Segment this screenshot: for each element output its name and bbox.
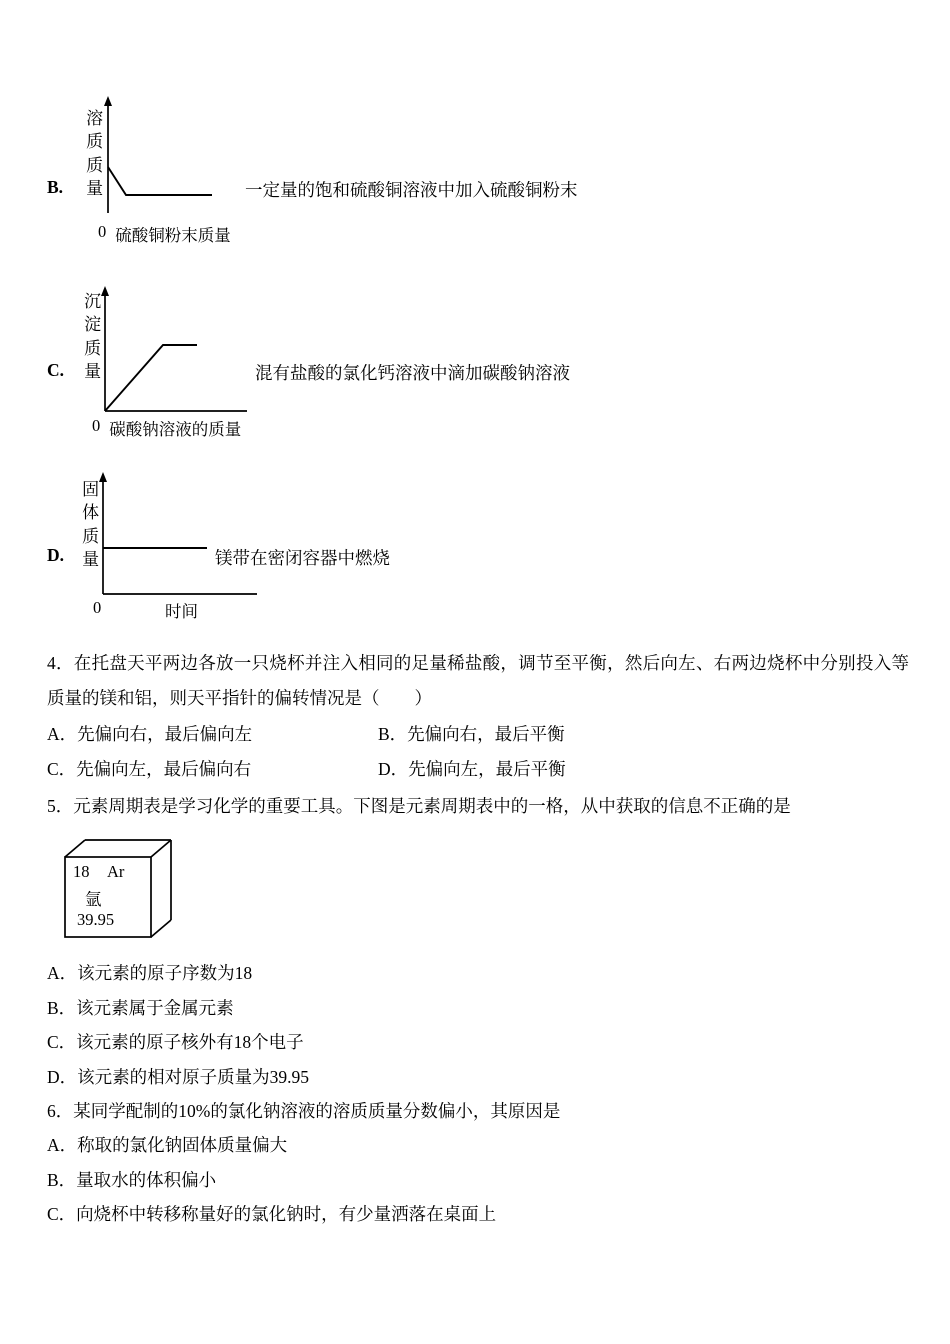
option-c-letter: C. — [47, 360, 65, 380]
option-d-caption: 镁带在密闭容器中燃烧 — [215, 548, 390, 568]
option-d-letter: D. — [47, 545, 65, 565]
option-c-chart — [97, 283, 257, 418]
option-c-x-axis-row — [92, 416, 241, 440]
element-atomic-mass: 39.95 — [77, 910, 115, 929]
question-4-stem: 4．在托盘天平两边各放一只烧杯并注入相同的足量稀盐酸，调节至平衡，然后向左、右两边烧杯中分别投入等质量的镁和铝，则天平指针的偏转情况是（ ） — [47, 653, 909, 708]
question-4-option-a: A．先偏向右，最后偏向左 — [47, 724, 253, 744]
question-5-option-c: C．该元素的原子核外有18个电子 — [47, 1032, 304, 1053]
question-5-stem: 5．元素周期表是学习化学的重要工具。下图是元素周期表中的一格，从中获取的信息不正确的是 — [47, 796, 791, 816]
question-5-option-a: A．该元素的原子序数为18 — [47, 963, 253, 983]
option-d-graph-block — [40, 470, 640, 630]
question-4-options — [47, 717, 807, 787]
element-name: 氩 — [85, 890, 102, 909]
x-axis-label: 碳酸钠溶液的质量 — [109, 420, 242, 439]
question-5-option-b: B．该元素属于金属元素 — [47, 997, 234, 1018]
element-atomic-number: 18 — [73, 862, 90, 881]
question-4-option-c: C．先偏向左，最后偏向右 — [47, 759, 252, 779]
periodic-table-cell — [60, 835, 180, 940]
data-line — [108, 167, 212, 195]
question-6-option-b: B．量取水的体积偏小 — [47, 1169, 217, 1190]
option-c-y-axis-label: 沉淀质量 — [84, 292, 102, 382]
option-b-y-axis-label: 溶质质量 — [86, 109, 104, 199]
question-5-options — [47, 956, 309, 1094]
question-5-option-d: D．该元素的相对原子质量为39.95 — [47, 1066, 310, 1087]
element-symbol: Ar — [107, 862, 125, 881]
origin-label: 0 — [93, 598, 102, 617]
cell-edge — [65, 840, 85, 857]
option-c-graph-block — [40, 283, 660, 453]
question-6-stem: 6．某同学配制的10%的氯化钠溶液的溶质质量分数偏小，其原因是 — [47, 1101, 561, 1121]
origin-label: 0 — [98, 222, 107, 241]
question-6-option-a: A．称取的氯化钠固体质量偏大 — [47, 1135, 288, 1155]
question-6-options — [47, 1128, 496, 1232]
data-line — [105, 345, 197, 411]
cell-edge — [151, 840, 171, 857]
origin-label: 0 — [92, 416, 101, 435]
option-d-y-axis-label: 固体质量 — [82, 480, 100, 570]
option-b-x-axis-row — [98, 222, 231, 246]
option-b-graph-block — [40, 95, 640, 255]
option-b-letter: B. — [47, 177, 64, 197]
cell-edge — [151, 920, 171, 937]
option-b-caption: 一定量的饱和硫酸铜溶液中加入硫酸铜粉末 — [245, 180, 578, 200]
option-b-chart — [100, 95, 250, 217]
option-c-caption: 混有盐酸的氯化钙溶液中滴加碳酸钠溶液 — [255, 363, 570, 383]
question-4-option-d: D．先偏向左，最后平衡 — [378, 759, 566, 779]
x-axis-label: 时间 — [165, 602, 198, 621]
x-axis-label: 硫酸铜粉末质量 — [115, 226, 231, 245]
question-4-option-b: B．先偏向右，最后平衡 — [378, 724, 565, 744]
question-6-option-c: C．向烧杯中转移称量好的氯化钠时，有少量洒落在桌面上 — [47, 1204, 497, 1225]
option-d-chart — [95, 470, 265, 600]
